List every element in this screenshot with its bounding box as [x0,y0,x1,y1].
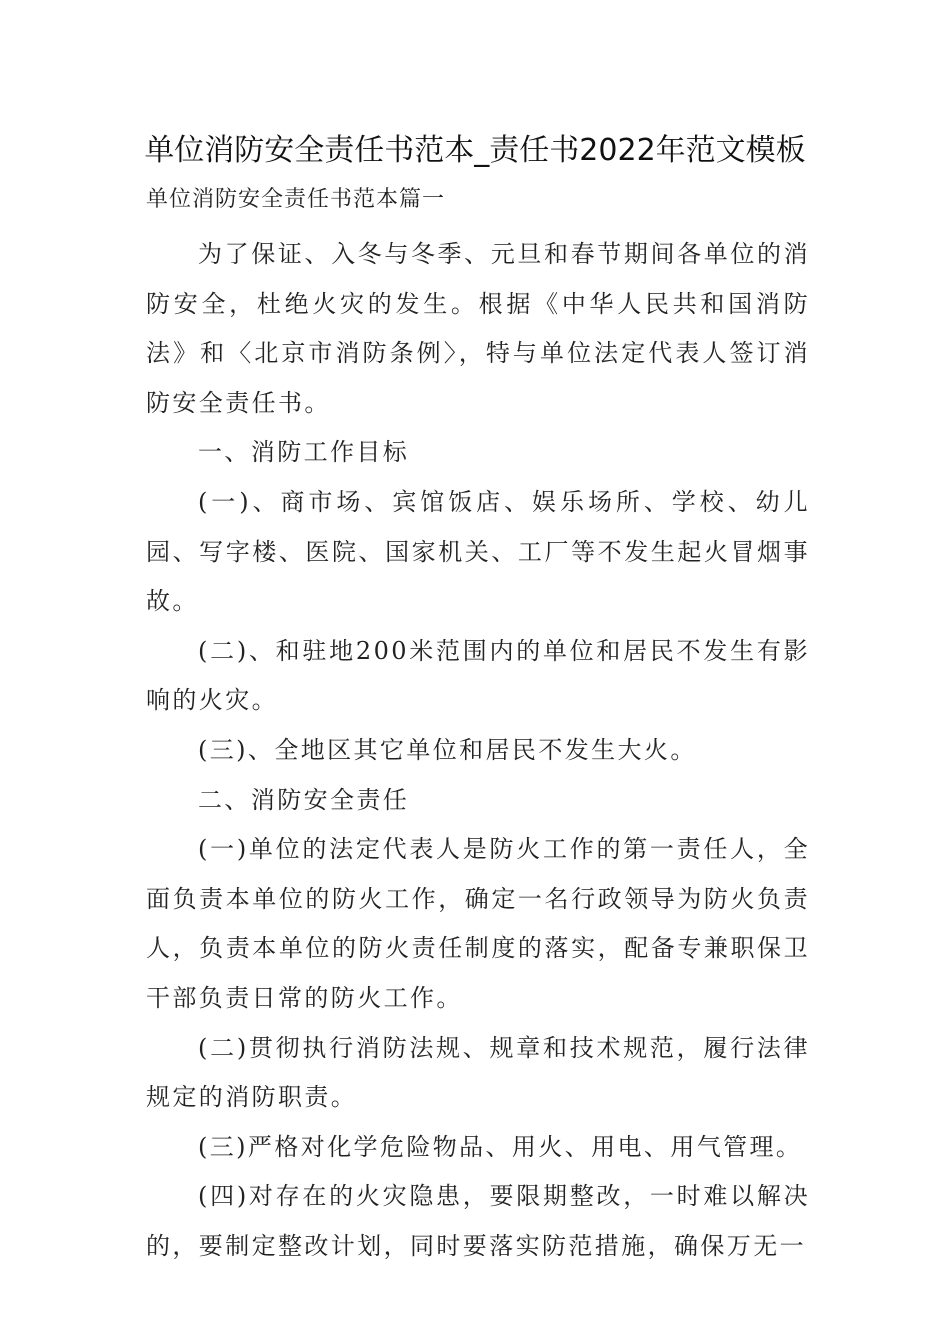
document-subtitle: 单位消防安全责任书范本篇一 [146,187,446,212]
paragraph-goal-2: (二)、和驻地200米范围内的单位和居民不发生有影响的火灾。 [146,636,810,715]
paragraph-goal-3: (三)、全地区其它单位和居民不发生大火。 [198,735,697,764]
document-title: 单位消防安全责任书范本_责任书2022年范文模板 [144,133,806,168]
section-heading-responsibilities: 二、消防安全责任 [198,785,410,814]
paragraph-responsibility-2: (二)贯彻执行消防法规、规章和技术规范，履行法律规定的消防职责。 [146,1033,810,1112]
document-body [146,230,810,1271]
paragraph-responsibility-1: (一)单位的法定代表人是防火工作的第一责任人，全面负责本单位的防火工作，确定一名行政领导为防火负责人，负责本单位的防火责任制度的落实，配备专兼职保卫干部负责日常的防火工作。 [146,835,810,1012]
section-heading-goals: 一、消防工作目标 [198,438,410,467]
paragraph-goal-1: (一)、商市场、宾馆饭店、娱乐场所、学校、幼儿园、写字楼、医院、国家机关、工厂等不发生起火冒烟事故。 [146,487,810,616]
paragraph-responsibility-3: (三)严格对化学危险物品、用火、用电、用气管理。 [198,1132,803,1161]
paragraph-responsibility-4: (四)对存在的火灾隐患，要限期整改，一时难以解决的，要制定整改计划，同时要落实防范措施，确保万无一 [146,1182,810,1260]
paragraph-intro: 为了保证、入冬与冬季、元旦和春节期间各单位的消防安全，杜绝火灾的发生。根据《中华人民共和国消防法》和〈北京市消防条例〉，特与单位法定代表人签订消防安全责任书。 [146,240,810,417]
